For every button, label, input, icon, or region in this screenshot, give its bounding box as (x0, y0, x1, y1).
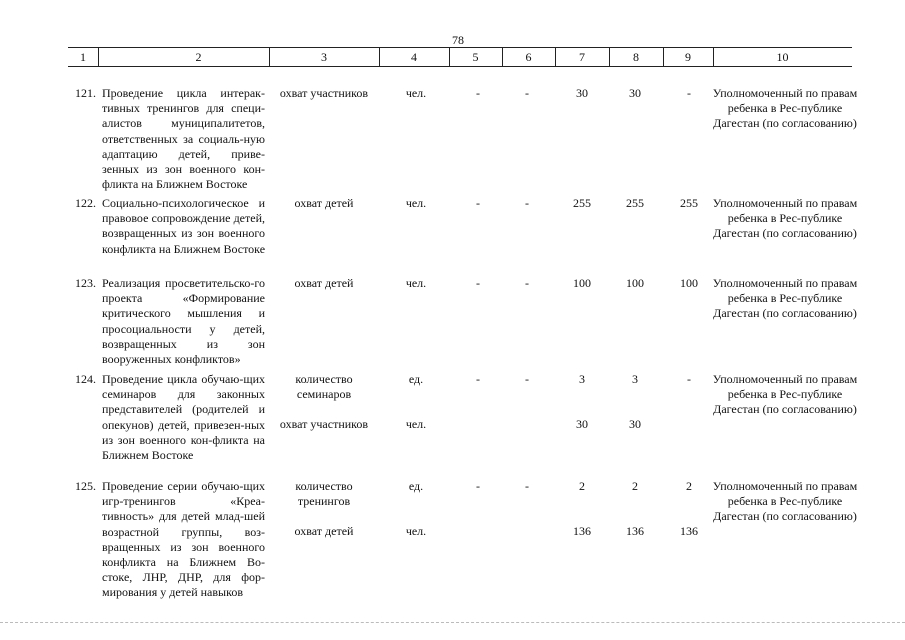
row-col8: 255 (626, 196, 644, 210)
row-unit: ед. (408, 372, 424, 386)
row-indicator: количество тренингов (295, 479, 353, 509)
row-col8-2: 30 (629, 417, 641, 431)
col-header-9: 9 (685, 50, 691, 64)
row-col5: - (476, 196, 480, 210)
row-indicator: охват детей (294, 276, 354, 290)
row-col8: 3 (632, 372, 638, 386)
row-indicator-2: охват детей (294, 524, 354, 538)
row-number: 122. (75, 196, 96, 210)
row-col7-2: 136 (573, 524, 591, 538)
row-col7: 30 (576, 86, 588, 100)
row-number: 123. (75, 276, 96, 290)
row-responsible: Уполномоченный по правам ребенка в Рес-публике Дагестан (по согласованию) (712, 479, 858, 524)
col-header-6: 6 (525, 50, 532, 64)
row-col8: 30 (629, 86, 641, 100)
row-description: Реализация просветительско-го проекта «Формирование критического мышления и просоциальности у детей, возвращенных из зон вооруженных конфликтов» (102, 276, 265, 367)
table-header (68, 47, 852, 67)
col-header-8: 8 (633, 50, 639, 64)
row-responsible: Уполномоченный по правам ребенка в Рес-публике Дагестан (по согласованию) (712, 196, 858, 241)
col-header-5: 5 (472, 50, 479, 64)
row-col5: - (476, 479, 480, 493)
row-number: 125. (75, 479, 96, 493)
row-col9-2: 136 (680, 524, 698, 538)
row-col6: - (525, 196, 529, 210)
row-description: Проведение серии обучаю-щих игр-тренингов «Креа-тивность» для детей млад-шей возрастной группы, воз-вращенных из зон военного конфликта на Ближнем Во-стоке, ЛНР, ДНР, для фор-мирования у детей навыков (102, 479, 265, 600)
row-number: 124. (75, 372, 96, 386)
row-col8: 2 (632, 479, 638, 493)
row-indicator-2: охват участников (279, 417, 369, 431)
col-header-3: 3 (321, 50, 327, 64)
row-col5: - (476, 372, 480, 386)
row-indicator: количество семинаров (295, 372, 353, 402)
row-responsible: Уполномоченный по правам ребенка в Рес-публике Дагестан (по согласованию) (712, 276, 858, 321)
row-description: Социально-психологическое и правовое сопровождение детей, возвращенных из зон военного конфликта на Ближнем Востоке (102, 196, 266, 256)
row-description: Проведение цикла обучаю-щих семинаров для законных представителей (родителей и опекунов) детей, привезен-ных из зон военного кон-фликта на Ближнем Востоке (102, 372, 265, 463)
row-col9: - (687, 86, 691, 100)
col-header-1: 1 (80, 50, 86, 64)
row-col5: - (476, 276, 480, 290)
col-header-4: 4 (411, 50, 417, 64)
row-unit: чел. (405, 196, 427, 210)
row-col5: - (476, 86, 480, 100)
col-header-10: 10 (776, 50, 789, 64)
row-col9: 2 (686, 479, 692, 493)
row-col7: 255 (573, 196, 591, 210)
row-indicator: охват детей (294, 196, 354, 210)
row-col8: 100 (626, 276, 644, 290)
row-col6: - (525, 86, 529, 100)
row-col6: - (525, 372, 529, 386)
row-unit: чел. (405, 86, 427, 100)
row-unit: чел. (405, 276, 427, 290)
row-col7-2: 30 (576, 417, 588, 431)
scan-edge-line (0, 622, 905, 623)
row-description: Проведение цикла интерак-тивных тренингов для специ-алистов муниципалитетов, ответственных за социаль-ную адаптацию детей, приве-зенных из зон военного кон-фликта на Ближнем Востоке (102, 86, 265, 192)
row-col7: 2 (579, 479, 585, 493)
row-col7: 100 (573, 276, 591, 290)
row-col9: 100 (680, 276, 698, 290)
row-unit-2: чел. (405, 417, 427, 431)
row-responsible: Уполномоченный по правам ребенка в Рес-публике Дагестан (по согласованию) (712, 372, 858, 417)
row-col9: 255 (680, 196, 698, 210)
row-number: 121. (75, 86, 96, 100)
row-col6: - (525, 479, 529, 493)
page-number: 78 (452, 33, 464, 47)
row-col9: - (687, 372, 691, 386)
row-indicator: охват участников (279, 86, 369, 100)
row-responsible: Уполномоченный по правам ребенка в Рес-публике Дагестан (по согласованию) (712, 86, 858, 131)
col-header-2: 2 (195, 50, 202, 64)
row-col7: 3 (579, 372, 585, 386)
row-col8-2: 136 (626, 524, 644, 538)
row-unit: ед. (408, 479, 424, 493)
row-col6: - (525, 276, 529, 290)
col-header-7: 7 (579, 50, 585, 64)
row-unit-2: чел. (405, 524, 427, 538)
